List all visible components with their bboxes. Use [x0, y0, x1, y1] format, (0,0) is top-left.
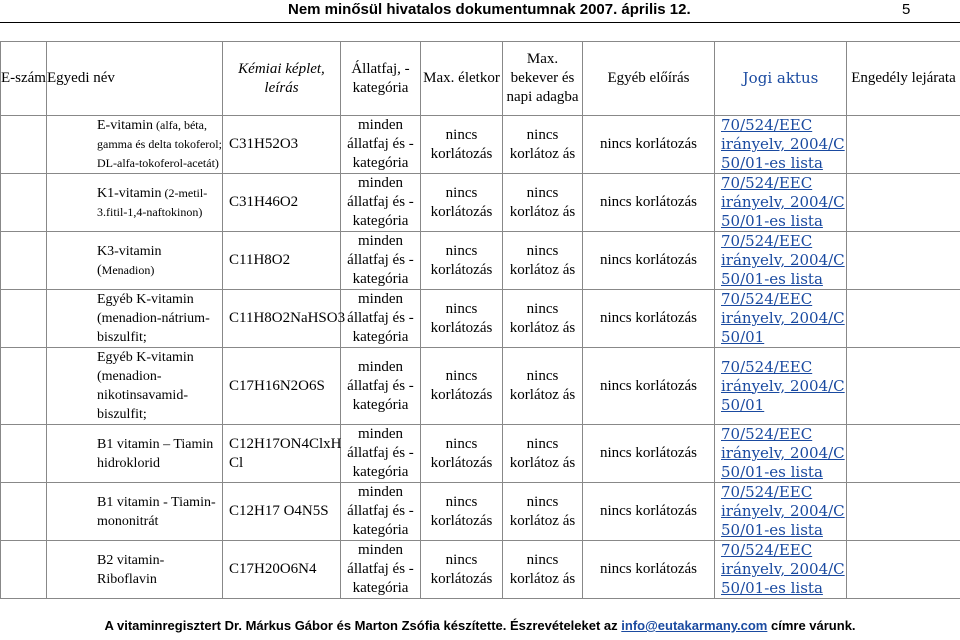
other-requirement: nincs korlátozás — [599, 377, 698, 394]
cell-eszam — [1, 116, 47, 174]
max-age: nincs korlátozás — [430, 184, 493, 220]
legal-act-link: irányelv, 2004/C — [721, 376, 845, 395]
legal-act-link: 50/01-es lista — [721, 154, 823, 172]
cell-eletkor — [421, 174, 503, 232]
other-requirement: nincs korlátozás — [599, 561, 698, 577]
max-dose: nincs korlátoz ás — [509, 435, 576, 471]
cell-eszam — [1, 483, 47, 541]
col-header-allatfaj: Állatfaj, -kategória — [341, 42, 421, 116]
chemical-formula: C31H52O3 — [229, 136, 299, 152]
cell-jogi[interactable] — [715, 348, 847, 425]
cell-kemiai — [223, 541, 341, 599]
max-dose: nincs korlátoz ás — [509, 551, 576, 587]
legal-act-link: 70/524/EEC — [721, 290, 813, 308]
vitamin-name: B1 vitamin – Tiamin hidroklorid — [97, 436, 214, 471]
cell-eszam — [1, 290, 47, 348]
other-requirement: nincs korlátozás — [599, 503, 698, 519]
other-requirement: nincs korlátozás — [599, 136, 698, 152]
cell-kemiai — [223, 232, 341, 290]
legal-act-link: 70/524/EEC — [721, 357, 813, 376]
other-requirement: nincs korlátozás — [599, 194, 698, 210]
cell-jogi[interactable] — [715, 483, 847, 541]
cell-eszam — [1, 425, 47, 483]
vitamin-name: Egyéb K-vitamin (menadion-nikotinsavamid-biszulfit; — [97, 350, 194, 422]
cell-kemiai — [223, 116, 341, 174]
footer-text-after: címre várunk. — [767, 618, 856, 633]
cell-egyeb — [583, 348, 715, 425]
cell-allatfaj — [341, 174, 421, 232]
cell-egyeb — [583, 116, 715, 174]
max-age: nincs korlátozás — [430, 242, 493, 278]
legal-act-link: irányelv, 2004/C — [721, 309, 845, 327]
cell-egyeb — [583, 483, 715, 541]
col-header-egyeb: Egyéb előírás — [583, 42, 715, 116]
chemical-formula: C17H20O6N4 — [229, 561, 317, 577]
cell-adag — [503, 290, 583, 348]
cell-adag — [503, 541, 583, 599]
legal-act-link: irányelv, 2004/C — [721, 444, 845, 462]
cell-eletkor — [421, 116, 503, 174]
legal-act-link: irányelv, 2004/C — [721, 135, 845, 153]
other-requirement: nincs korlátozás — [599, 252, 698, 268]
cell-allatfaj — [341, 290, 421, 348]
col-header-nev: Egyedi név — [47, 42, 223, 116]
table-row — [1, 483, 960, 541]
cell-nev — [47, 116, 223, 174]
legal-act-link: 70/524/EEC — [721, 541, 813, 559]
table-row — [1, 348, 960, 425]
cell-engedely — [847, 232, 960, 290]
cell-allatfaj — [341, 483, 421, 541]
footer-text: A vitaminregisztert Dr. Márkus Gábor és Marton Zsófia készítette. Észrevételeket az — [104, 618, 622, 633]
cell-kemiai — [223, 348, 341, 425]
legal-act-link: 50/01-es lista — [721, 212, 823, 230]
cell-engedely — [847, 541, 960, 599]
animal-category: minden állatfaj és -kategória — [347, 233, 414, 287]
cell-eletkor — [421, 541, 503, 599]
table-row — [1, 425, 960, 483]
chemical-formula: C31H46O2 — [229, 194, 299, 210]
page-number: 5 — [902, 1, 911, 18]
cell-allatfaj — [341, 116, 421, 174]
col-header-eletkor: Max. életkor — [421, 42, 503, 116]
legal-act-link: 50/01 — [721, 395, 765, 414]
max-dose: nincs korlátoz ás — [509, 493, 576, 529]
legal-act-link: 50/01-es lista — [721, 270, 823, 288]
chemical-formula: C11H8O2 — [229, 252, 291, 268]
cell-jogi[interactable] — [715, 232, 847, 290]
legal-act-link: 70/524/EEC — [721, 174, 813, 192]
max-dose: nincs korlátoz ás — [509, 300, 576, 336]
page-header — [0, 0, 960, 23]
chemical-formula: C11H8O2NaHSO3 — [229, 310, 346, 326]
legal-act-link: 70/524/EEC — [721, 425, 813, 443]
legal-act-link: 50/01-es lista — [721, 579, 823, 597]
vitamin-name-extra: (alfa, béta, gamma és delta tokoferol; DL-alfa-tokoferol-acetát) — [97, 118, 222, 170]
cell-eszam — [1, 174, 47, 232]
cell-adag — [503, 425, 583, 483]
cell-egyeb — [583, 290, 715, 348]
cell-nev — [47, 290, 223, 348]
table-row — [1, 232, 960, 290]
vitamin-name: B1 vitamin - Tiamin-mononitrát — [97, 494, 216, 529]
vitamin-name: B2 vitamin- Riboflavin — [97, 552, 165, 587]
cell-nev — [47, 232, 223, 290]
table-row — [1, 174, 960, 232]
cell-eszam — [1, 232, 47, 290]
cell-eszam — [1, 541, 47, 599]
legal-act-link: irányelv, 2004/C — [721, 560, 845, 578]
other-requirement: nincs korlátozás — [599, 445, 698, 461]
cell-nev — [47, 483, 223, 541]
cell-adag — [503, 174, 583, 232]
animal-category: minden állatfaj és -kategória — [347, 542, 414, 596]
cell-adag — [503, 348, 583, 425]
cell-kemiai — [223, 174, 341, 232]
cell-engedely — [847, 483, 960, 541]
table-row — [1, 290, 960, 348]
cell-egyeb — [583, 232, 715, 290]
cell-nev — [47, 348, 223, 425]
legal-act-link: 70/524/EEC — [721, 483, 813, 501]
chemical-formula: C12H17ON4ClxH Cl — [229, 435, 342, 471]
animal-category: minden állatfaj és -kategória — [347, 175, 414, 229]
col-header-adag: Max. bekever és napi adagba — [503, 42, 583, 116]
legal-act-link: irányelv, 2004/C — [721, 193, 845, 211]
col-header-eszam: E-szám — [1, 42, 47, 116]
cell-jogi[interactable] — [715, 174, 847, 232]
cell-eletkor — [421, 232, 503, 290]
cell-nev — [47, 541, 223, 599]
max-dose: nincs korlátoz ás — [509, 368, 576, 403]
cell-jogi[interactable] — [715, 290, 847, 348]
legal-act-link: 70/524/EEC — [721, 232, 813, 250]
cell-egyeb — [583, 425, 715, 483]
table-body — [1, 116, 960, 599]
cell-allatfaj — [341, 541, 421, 599]
cell-engedely — [847, 116, 960, 174]
cell-eletkor — [421, 290, 503, 348]
table-row — [1, 116, 960, 174]
cell-engedely — [847, 290, 960, 348]
max-dose: nincs korlátoz ás — [509, 126, 576, 162]
cell-egyeb — [583, 541, 715, 599]
animal-category: minden állatfaj és -kategória — [347, 117, 414, 171]
cell-jogi[interactable] — [715, 541, 847, 599]
cell-eletkor — [421, 483, 503, 541]
cell-adag — [503, 483, 583, 541]
legal-act-link: 50/01-es lista — [721, 463, 823, 481]
legal-act-link: irányelv, 2004/C — [721, 502, 845, 520]
cell-egyeb — [583, 174, 715, 232]
table-header-row — [1, 42, 960, 116]
vitamin-name: K1-vitamin — [97, 185, 162, 201]
cell-allatfaj — [341, 425, 421, 483]
cell-allatfaj — [341, 232, 421, 290]
cell-engedely — [847, 348, 960, 425]
max-dose: nincs korlátoz ás — [509, 184, 576, 220]
max-age: nincs korlátozás — [430, 300, 493, 336]
legal-act-link: 50/01-es lista — [721, 521, 823, 539]
cell-kemiai — [223, 425, 341, 483]
cell-jogi[interactable] — [715, 425, 847, 483]
cell-adag — [503, 116, 583, 174]
animal-category: minden állatfaj és -kategória — [347, 291, 414, 345]
cell-eletkor — [421, 348, 503, 425]
cell-nev — [47, 425, 223, 483]
animal-category: minden állatfaj és -kategória — [347, 484, 414, 538]
max-dose: nincs korlátoz ás — [509, 242, 576, 278]
cell-nev — [47, 174, 223, 232]
header-title: Nem minősül hivatalos dokumentumnak 2007. április 12. — [288, 1, 691, 18]
table-row — [1, 541, 960, 599]
other-requirement: nincs korlátozás — [599, 310, 698, 326]
cell-engedely — [847, 425, 960, 483]
cell-jogi[interactable] — [715, 116, 847, 174]
chemical-formula: C12H17 O4N5S — [229, 503, 329, 519]
cell-kemiai — [223, 290, 346, 348]
vitamin-register-table — [0, 41, 960, 599]
max-age: nincs korlátozás — [430, 551, 493, 587]
legal-act-link: irányelv, 2004/C — [721, 251, 845, 269]
cell-eletkor — [421, 425, 503, 483]
cell-eszam — [1, 348, 47, 425]
cell-engedely — [847, 174, 960, 232]
animal-category: minden állatfaj és -kategória — [347, 426, 414, 480]
animal-category: minden állatfaj és -kategória — [347, 358, 414, 413]
legal-act-link: 70/524/EEC — [721, 116, 813, 134]
vitamin-name-extra: Menadion) — [101, 262, 155, 277]
max-age: nincs korlátozás — [430, 493, 493, 529]
col-header-kemiai: Kémiai képlet, leírás — [223, 42, 341, 116]
page-footer — [0, 618, 960, 633]
cell-kemiai — [223, 483, 341, 541]
footer-email-link[interactable]: info@eutakarmany.com — [621, 618, 768, 633]
max-age: nincs korlátozás — [430, 435, 493, 471]
chemical-formula: C17H16N2O6S — [229, 377, 325, 394]
max-age: nincs korlátozás — [430, 368, 493, 403]
vitamin-name: Egyéb K-vitamin (menadion-nátrium-biszulfit; — [97, 292, 210, 345]
col-header-jogi[interactable]: Jogi aktus — [715, 42, 847, 116]
cell-allatfaj — [341, 348, 421, 425]
cell-adag — [503, 232, 583, 290]
vitamin-name-extra: (2-metil-3.fitil-1,4-naftokinon) — [97, 185, 208, 219]
vitamin-name: E-vitamin — [97, 118, 153, 133]
max-age: nincs korlátozás — [430, 126, 493, 162]
legal-act-link: 50/01 — [721, 328, 765, 346]
col-header-engedely: Engedély lejárata — [847, 42, 960, 116]
vitamin-name: K3-vitamin ( — [97, 243, 162, 278]
